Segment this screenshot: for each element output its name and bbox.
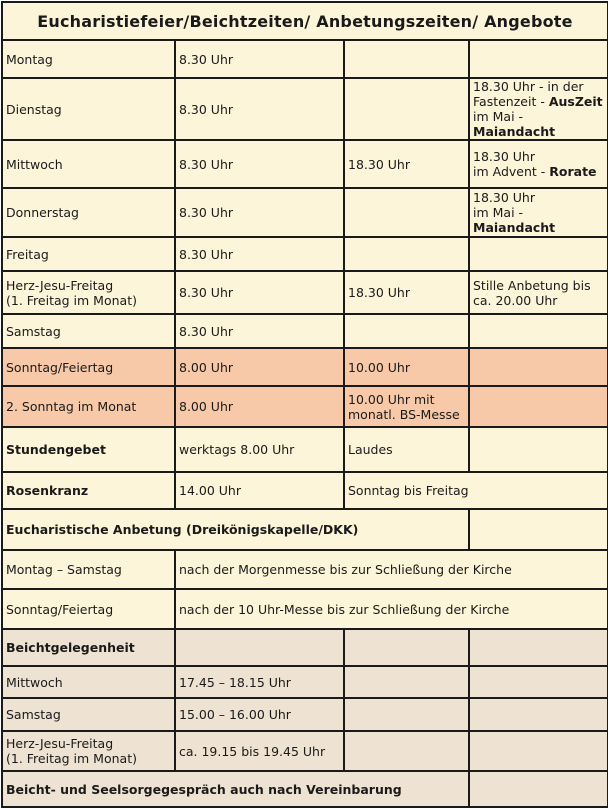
time-cell: 17.45 – 18.15 Uhr [175, 666, 344, 698]
note-cell [469, 314, 608, 348]
table-row [2, 698, 608, 731]
note-line: 18.30 Uhr - in der [473, 79, 584, 94]
time-cell: 14.00 Uhr [175, 472, 344, 509]
note-highlight: AusZeit [548, 94, 603, 109]
note-line: Stille Anbetung bis [473, 277, 591, 293]
day-cell: Samstag [2, 314, 175, 348]
rosenkranz-label: Rosenkranz [2, 472, 175, 509]
note-line: 18.30 Uhr [473, 149, 535, 164]
table-row [2, 427, 608, 472]
time-cell: ca. 19.15 bis 19.45 Uhr [175, 731, 344, 771]
time-cell [344, 237, 469, 271]
table-row [2, 589, 608, 629]
day-cell [2, 271, 175, 314]
beichte-heading: Beichtgelegenheit [2, 629, 175, 666]
time-cell: 8.30 Uhr [175, 188, 344, 237]
page-title: Eucharistiefeier/Beichtzeiten/ Anbetungszeiten/ Angebote [2, 2, 608, 40]
time-cell [344, 78, 469, 140]
schedule-table [1, 1, 608, 808]
day-cell: Donnerstag [2, 188, 175, 237]
time-cell: 8.30 Uhr [175, 271, 344, 314]
day-line: (1. Freitag im Monat) [6, 292, 137, 308]
day-cell: Dienstag [2, 78, 175, 140]
time-cell: 8.30 Uhr [175, 237, 344, 271]
note-cell [469, 348, 608, 386]
time-cell: 15.00 – 16.00 Uhr [175, 698, 344, 731]
day-cell: Sonntag/Feiertag [2, 348, 175, 386]
table-row [2, 140, 608, 188]
note-highlight: Maiandacht [473, 220, 556, 235]
note-cell [469, 237, 608, 271]
day-cell: Montag [2, 40, 175, 78]
empty-cell [469, 666, 608, 698]
note-cell [469, 140, 608, 188]
day-cell: 2. Sonntag im Monat [2, 386, 175, 427]
empty-cell [344, 731, 469, 771]
empty-cell [469, 731, 608, 771]
note-line [473, 205, 604, 235]
text-cell: nach der Morgenmesse bis zur Schließung der Kirche [175, 550, 608, 589]
empty-cell [469, 771, 608, 807]
empty-cell [344, 666, 469, 698]
title-row [2, 2, 608, 40]
time-cell [344, 314, 469, 348]
note-text: im Advent - [473, 164, 550, 179]
note-line [473, 94, 604, 109]
stundengebet-label: Stundengebet [2, 427, 175, 472]
time-line: monatl. BS-Messe [348, 406, 460, 422]
empty-cell [469, 509, 608, 550]
time-line: 10.00 Uhr mit [348, 391, 435, 407]
note-cell [469, 386, 608, 427]
table-row [2, 550, 608, 589]
table-row [2, 237, 608, 271]
table-row [2, 472, 608, 509]
time-cell: 18.30 Uhr [344, 140, 469, 188]
time-cell: 8.30 Uhr [175, 140, 344, 188]
table-row [2, 771, 608, 807]
day-line: (1. Freitag im Monat) [6, 751, 137, 766]
table-row [2, 348, 608, 386]
empty-cell [469, 427, 608, 472]
time-cell: 10.00 Uhr [344, 348, 469, 386]
note-highlight: Rorate [549, 164, 597, 179]
time-cell: 18.30 Uhr [344, 271, 469, 314]
time-cell [344, 40, 469, 78]
table-row [2, 666, 608, 698]
time-cell: 8.30 Uhr [175, 314, 344, 348]
table-row [2, 188, 608, 237]
anbetung-heading: Eucharistische Anbetung (Dreikönigskapelle/DKK) [2, 509, 469, 550]
time-cell: 8.00 Uhr [175, 348, 344, 386]
note-text: Fastenzeit - [473, 94, 549, 109]
note-cell: Sonntag bis Freitag [344, 472, 608, 509]
day-line: Herz-Jesu-Freitag [6, 736, 114, 751]
time-cell: 8.30 Uhr [175, 40, 344, 78]
table-row [2, 509, 608, 550]
note-cell [469, 40, 608, 78]
time-cell [344, 188, 469, 237]
table-row [2, 271, 608, 314]
beichte-footer: Beicht- und Seelsorgegespräch auch nach Vereinbarung [2, 771, 469, 807]
day-cell: Mittwoch [2, 666, 175, 698]
note-line: ca. 20.00 Uhr [473, 292, 558, 308]
time-cell: 8.00 Uhr [175, 386, 344, 427]
note-line: 18.30 Uhr [473, 190, 535, 205]
table-row [2, 629, 608, 666]
note-cell: Laudes [344, 427, 469, 472]
table-row [2, 731, 608, 771]
day-cell: Freitag [2, 237, 175, 271]
day-cell [2, 731, 175, 771]
empty-cell [469, 698, 608, 731]
empty-cell [344, 629, 469, 666]
note-highlight: Maiandacht [473, 124, 556, 139]
note-text: im Mai - [473, 205, 524, 220]
note-cell [469, 271, 608, 314]
empty-cell [175, 629, 344, 666]
day-cell: Samstag [2, 698, 175, 731]
time-cell [344, 386, 469, 427]
day-cell: Mittwoch [2, 140, 175, 188]
time-cell: 8.30 Uhr [175, 78, 344, 140]
table-row [2, 78, 608, 140]
empty-cell [344, 698, 469, 731]
text-cell: nach der 10 Uhr-Messe bis zur Schließung der Kirche [175, 589, 608, 629]
day-line: Herz-Jesu-Freitag [6, 277, 114, 293]
table-row [2, 386, 608, 427]
day-cell: Montag – Samstag [2, 550, 175, 589]
table-row [2, 314, 608, 348]
note-line [473, 164, 604, 179]
time-cell: werktags 8.00 Uhr [175, 427, 344, 472]
note-cell [469, 78, 608, 140]
empty-cell [469, 629, 608, 666]
note-line [473, 109, 604, 139]
table-row [2, 40, 608, 78]
note-text: im Mai - [473, 109, 524, 124]
day-cell: Sonntag/Feiertag [2, 589, 175, 629]
note-cell [469, 188, 608, 237]
